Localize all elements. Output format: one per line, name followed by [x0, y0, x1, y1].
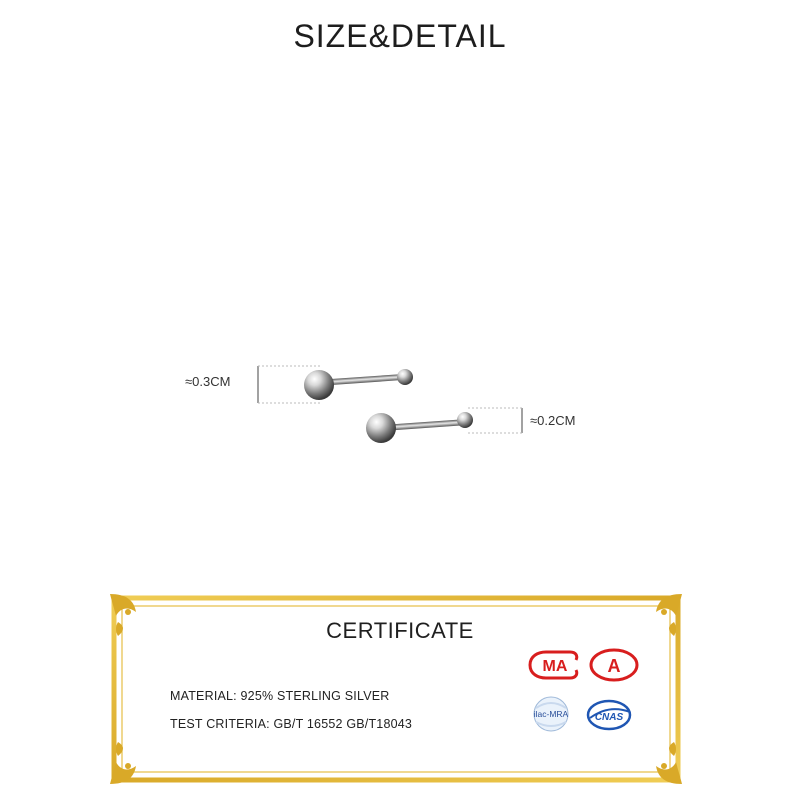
small-ball-size-label: ≈0.2CM [530, 413, 576, 428]
svg-text:ilac-MRA: ilac-MRA [533, 709, 569, 719]
small-ball-bracket [468, 408, 522, 433]
material-text: MATERIAL: 925% STERLING SILVER [170, 689, 390, 703]
svg-text:CNAS: CNAS [594, 712, 624, 723]
page-title: SIZE&DETAIL [293, 18, 507, 54]
earring-top [304, 369, 413, 400]
svg-text:A: A [607, 656, 621, 676]
ilac-mra-logo [526, 694, 576, 734]
large-ball-size-label: ≈0.3CM [185, 374, 231, 389]
cma-logo [526, 648, 582, 682]
test-criteria-text: TEST CRITERIA: GB/T 16552 GB/T18043 [170, 717, 413, 731]
cnas-logo [584, 698, 634, 732]
earring-bottom [366, 412, 473, 443]
cal-logo [588, 647, 640, 683]
certificate-title: CERTIFICATE [326, 618, 474, 643]
svg-text:MA: MA [542, 658, 568, 675]
